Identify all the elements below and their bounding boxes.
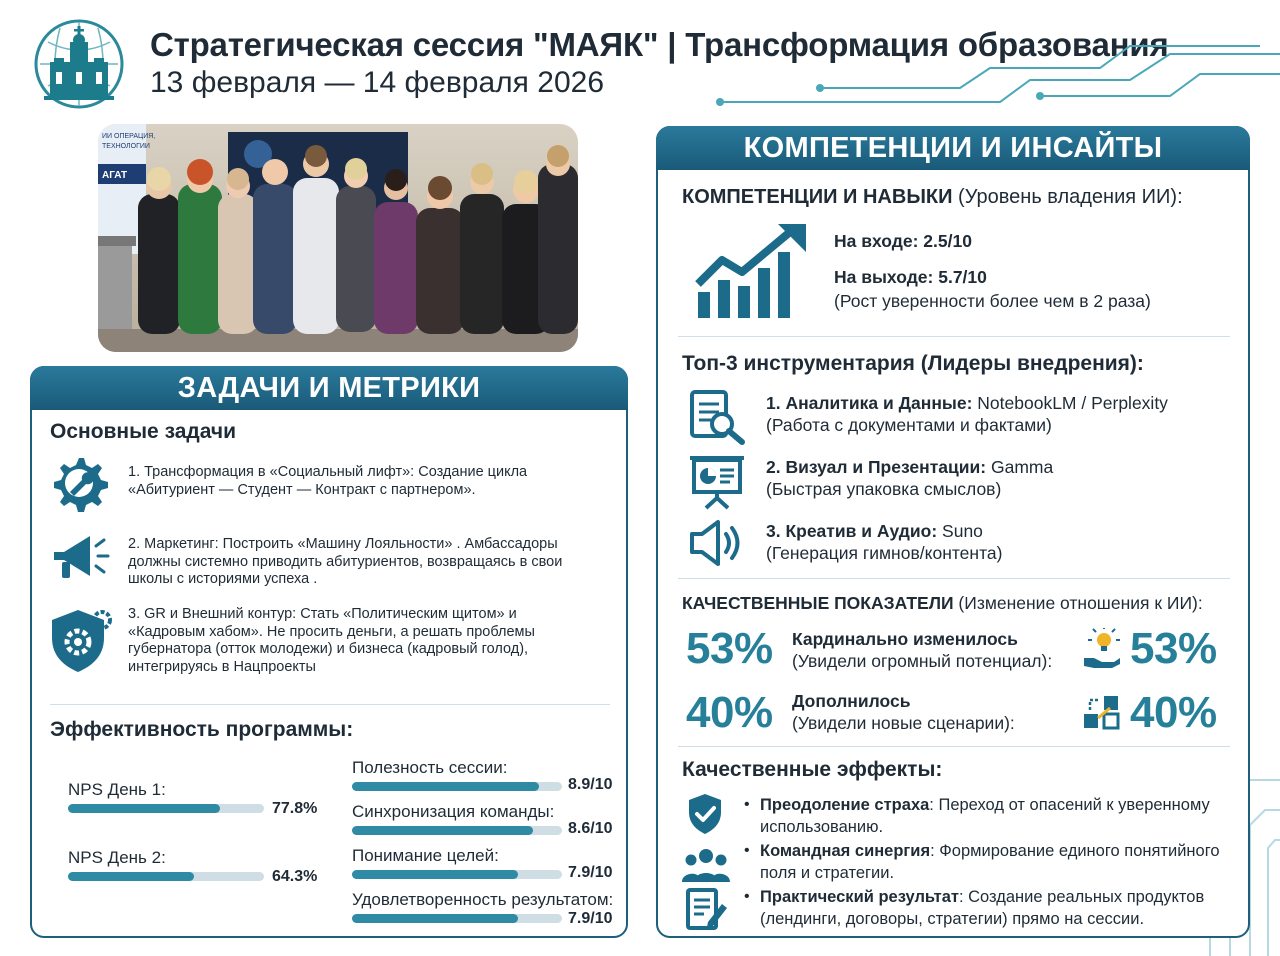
lightbulb-hand-icon	[1082, 628, 1122, 675]
rating-bar	[352, 826, 562, 835]
banner-text: ИИ ОПЕРАЦИЯ,	[102, 133, 156, 140]
bullet-dot: •	[744, 796, 750, 813]
effect-bold: Командная синергия	[760, 842, 931, 860]
team-icon	[682, 846, 730, 889]
effect-rest: : Переход от опасений к уверенному использованию.	[760, 796, 1210, 836]
tool-name: Suno	[937, 521, 983, 541]
quality-percent: 53%	[686, 624, 773, 673]
group-photo	[98, 124, 578, 352]
exit-level: На выходе: 5.7/10	[834, 267, 987, 287]
tool-line	[766, 456, 1053, 478]
growth-note: (Рост уверенности более чем в 2 раза)	[834, 291, 1151, 311]
shield-gear-icon	[48, 606, 112, 679]
blocks-arrow-icon	[1082, 692, 1122, 737]
tool-note: (Быстрая упаковка смыслов)	[766, 479, 1002, 499]
bullet-dot: •	[744, 842, 750, 859]
page-title: Стратегическая сессия "МАЯК" | Трансформация образования	[150, 26, 1169, 63]
rating-label: Полезность сессии:	[352, 758, 508, 777]
task-text: 3. GR и Внешний контур: Стать «Политическим щитом» и «Кадровым хабом». Не просить деньги, а решать проблемы губернатора (отток молодежи) и бизнеса (кадровый голод), интегрируясь в Нацпроекты	[128, 606, 535, 675]
event-dates: 13 февраля — 14 февраля 2026	[150, 66, 604, 99]
rating-value: 8.9/10	[568, 776, 613, 793]
rating-bar	[352, 870, 562, 879]
competencies-heading-rest: (Уровень владения ИИ):	[952, 186, 1183, 208]
quality-heading-rest: (Изменение отношения к ИИ):	[953, 593, 1203, 613]
effect-rest: : Формирование единого понятийного поля и стратегии.	[760, 842, 1220, 882]
bullet-dot: •	[744, 888, 750, 905]
document-pen-icon	[686, 888, 728, 935]
effect-text	[760, 886, 1240, 930]
tasks-heading: Основные задачи	[50, 420, 236, 443]
quality-title: Дополнилось	[792, 691, 911, 711]
effects-heading: Качественные эффекты:	[682, 758, 943, 781]
gear-wrench-icon	[50, 454, 108, 517]
nps-day2-value: 64.3%	[272, 868, 318, 885]
rating-label: Удовлетворенность результатом:	[352, 890, 614, 909]
bar-fill	[352, 826, 533, 835]
bar-fill	[352, 914, 518, 923]
tool-category: 2. Визуал и Презентации:	[766, 457, 987, 477]
effect-bold: Преодоление страха	[760, 796, 930, 814]
effectiveness-heading: Эффективность программы:	[50, 718, 354, 741]
quality-percent: 40%	[686, 688, 773, 737]
tools-heading: Топ-3 инструментария (Лидеры внедрения):	[682, 352, 1144, 375]
quality-heading	[682, 592, 1203, 614]
competencies-heading	[682, 186, 1183, 208]
shield-check-icon	[686, 792, 724, 841]
tool-line	[766, 392, 1168, 414]
rating-value: 8.6/10	[568, 820, 613, 837]
speaker-icon	[688, 518, 746, 573]
nps-day2-bar	[68, 872, 264, 881]
rating-label: Понимание целей:	[352, 846, 499, 865]
bar-fill	[68, 804, 220, 813]
tool-line	[766, 520, 983, 542]
panel-title: ЗАДАЧИ И МЕТРИКИ	[30, 366, 628, 410]
bar-fill	[352, 870, 518, 879]
tool-category: 3. Креатив и Аудио:	[766, 521, 938, 541]
bar-fill	[352, 782, 539, 791]
quality-heading-bold: КАЧЕСТВЕННЫЕ ПОКАЗАТЕЛИ	[682, 593, 954, 613]
tool-note: (Генерация гимнов/контента)	[766, 543, 1003, 563]
presentation-board-icon	[688, 454, 746, 515]
circuit-decoration-icon	[700, 40, 1280, 120]
task-text: 1. Трансформация в «Социальный лифт»: Создание цикла «Абитуриент — Студент — Контракт с партнером».	[128, 464, 528, 498]
quality-note: (Увидели огромный потенциал):	[792, 651, 1053, 671]
bar-fill	[68, 872, 194, 881]
effect-text	[760, 794, 1238, 838]
banner-text: АГАТ	[102, 170, 128, 181]
effect-bold: Практический результат	[760, 888, 959, 906]
task-text: 2. Маркетинг: Построить «Машину Лояльности» . Амбассадоры должны системно приводить абитуриентов, возвращаясь в свои школы с историями успеха .	[128, 536, 563, 587]
quality-title: Кардинально изменилось	[792, 629, 1018, 649]
divider	[50, 704, 610, 705]
competencies-insights-panel	[656, 126, 1250, 938]
effect-text	[760, 840, 1220, 884]
entry-level: На входе: 2.5/10	[834, 231, 972, 251]
divider	[678, 336, 1230, 337]
effect-rest: : Создание реальных продуктов (лендинги, договоры, стратегии) прямо на сессии.	[760, 888, 1205, 928]
rating-label: Синхронизация команды:	[352, 802, 555, 821]
megaphone-icon	[48, 528, 110, 591]
banner-text: ТЕХНОЛОГИИ	[102, 143, 150, 150]
quality-percent-right: 53%	[1130, 624, 1217, 673]
tasks-metrics-panel	[30, 366, 628, 938]
rating-value: 7.9/10	[568, 910, 613, 927]
document-search-icon	[688, 390, 746, 451]
rating-bar	[352, 914, 562, 923]
rating-value: 7.9/10	[568, 864, 613, 881]
nps-day1-label: NPS День 1:	[68, 780, 166, 799]
quality-note: (Увидели новые сценарии):	[792, 713, 1015, 733]
quality-percent-right: 40%	[1130, 688, 1217, 737]
divider	[678, 578, 1230, 579]
growth-chart-icon	[694, 222, 812, 327]
nps-day1-bar	[68, 804, 264, 813]
competencies-heading-bold: КОМПЕТЕНЦИИ И НАВЫКИ	[682, 186, 953, 208]
logo-icon	[30, 18, 128, 110]
tool-name: NotebookLM / Perplexity	[972, 393, 1168, 413]
panel-title: КОМПЕТЕНЦИИ И ИНСАЙТЫ	[656, 126, 1250, 170]
tool-category: 1. Аналитика и Данные:	[766, 393, 973, 413]
divider	[678, 746, 1230, 747]
nps-day2-label: NPS День 2:	[68, 848, 166, 867]
tool-name: Gamma	[986, 457, 1054, 477]
tool-note: (Работа с документами и фактами)	[766, 415, 1052, 435]
rating-bar	[352, 782, 562, 791]
nps-day1-value: 77.8%	[272, 800, 318, 817]
